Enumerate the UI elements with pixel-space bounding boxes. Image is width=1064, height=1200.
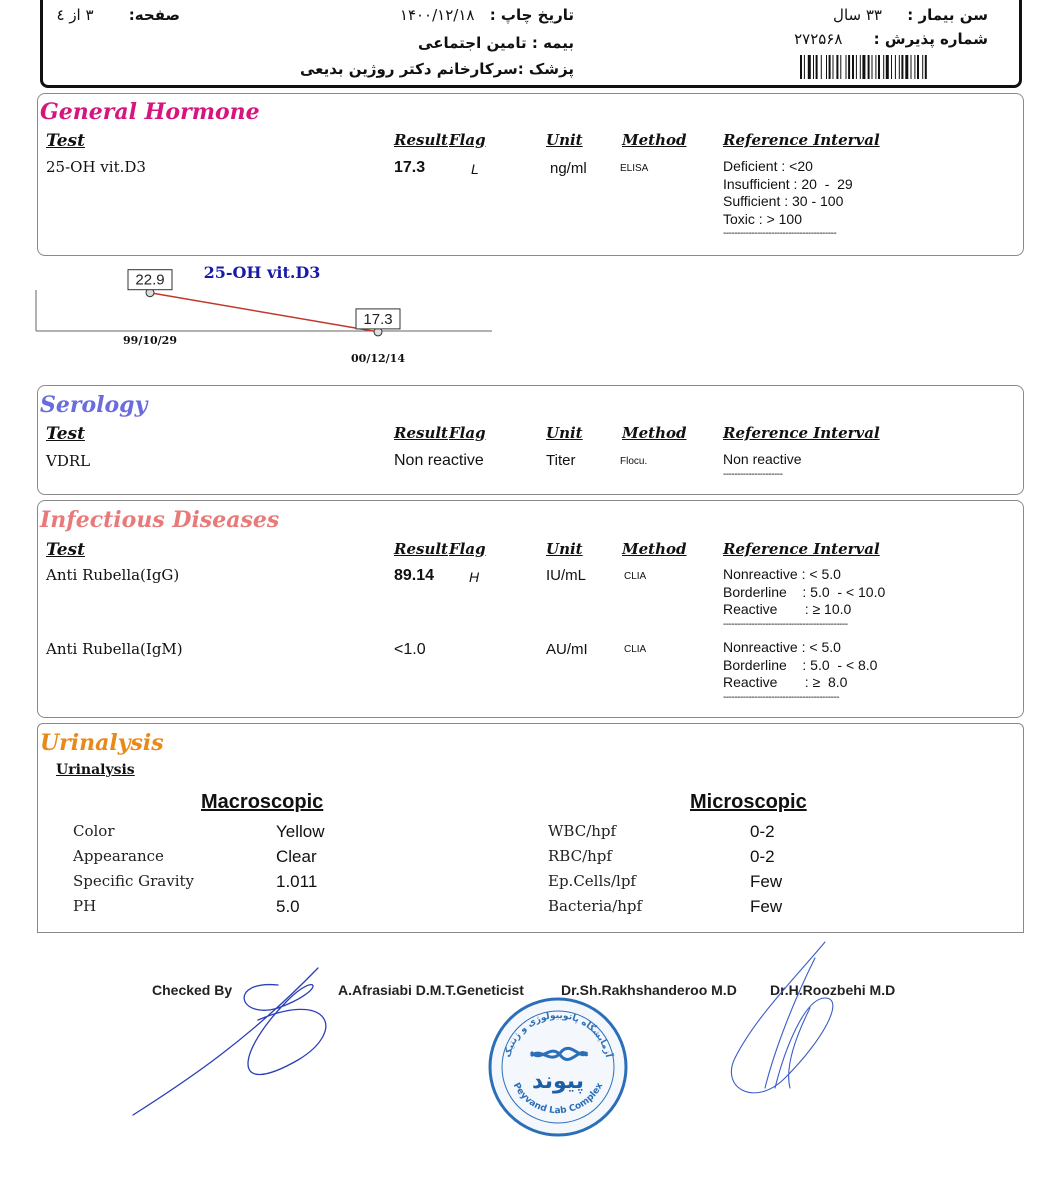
micro-value: 0-2 (750, 847, 775, 866)
admission-number: شماره پذیرش : ۲۷۲۵۶۸ (794, 30, 988, 48)
macro-label: Appearance (73, 847, 164, 865)
test-result: <1.0 (394, 641, 426, 658)
column-unit: Unit (546, 424, 583, 442)
physician: پزشک :سرکارخانم دکتر روژین بدیعی (299, 60, 574, 78)
section-urinalysis (37, 723, 1024, 933)
reference-interval (723, 451, 802, 480)
barcode-bar (917, 55, 919, 79)
column-unit: Unit (546, 540, 583, 558)
macro-label: Color (73, 822, 115, 840)
insurance: بیمه : تامین اجتماعی (418, 34, 574, 52)
barcode-bar (813, 55, 814, 79)
barcode-bar (883, 55, 884, 79)
reference-interval (723, 639, 877, 703)
test-name: VDRL (46, 452, 91, 470)
stamp-ring-text-fa: آزمایشگاه پاتوبیولوژی و ژنتیک (502, 1010, 613, 1059)
microscopic-heading: Microscopic (690, 791, 807, 813)
x-tick-label: 99/10/29 (123, 334, 177, 347)
barcode-bar (821, 55, 822, 79)
test-method: Flocu. (620, 456, 648, 467)
barcode-bar (808, 55, 811, 79)
column-method: Method (622, 540, 687, 558)
reference-line: Nonreactive : < 5.0 (723, 639, 841, 655)
barcode (800, 55, 980, 79)
x-tick-label: 00/12/14 (351, 352, 405, 365)
reference-line: Deficient : <20 (723, 158, 813, 174)
macro-value: 5.0 (276, 897, 300, 916)
barcode-bar (886, 55, 889, 79)
lab-stamp (487, 996, 629, 1138)
stamp-ring-text-en: Peyvand Lab Complex (510, 1081, 606, 1117)
chart-title: 25-OH vit.D3 (203, 263, 321, 282)
data-label (356, 309, 400, 329)
reference-interval (723, 566, 885, 630)
barcode-bar (848, 55, 850, 79)
lab-stamp-icon (487, 996, 629, 1138)
reference-line: Reactive : ≥ 10.0 (723, 601, 852, 617)
column-result: Result (394, 424, 448, 442)
micro-value: Few (750, 897, 783, 916)
section-title: Infectious Diseases (40, 507, 280, 533)
dash-separator: ---------------------------------------- (723, 228, 837, 239)
column-reference: Reference Interval (723, 540, 880, 558)
page-number: صفحه: ۳ از ٤ (56, 6, 180, 24)
macro-value: Clear (276, 847, 317, 866)
barcode-bar (895, 55, 896, 79)
column-test: Test (46, 131, 85, 151)
data-label-text: 17.3 (363, 310, 393, 328)
test-method: CLIA (624, 571, 647, 582)
print-date: تاریخ چاپ : ۱۴۰۰/۱۲/۱۸ (399, 6, 574, 24)
reference-line: Insufficient : 20 - 29 (723, 175, 853, 192)
section-title: Urinalysis (40, 730, 164, 756)
test-result: Non reactive (394, 452, 484, 469)
test-flag: L (471, 161, 479, 177)
barcode-bar (875, 55, 876, 79)
test-unit: AU/mI (546, 641, 588, 658)
section-title: Serology (40, 392, 148, 418)
column-reference: Reference Interval (723, 424, 880, 442)
macro-value: Yellow (276, 822, 325, 841)
barcode-bar (878, 55, 880, 79)
reference-line: Reactive : ≥ 8.0 (723, 674, 848, 690)
barcode-bar (860, 55, 861, 79)
dash-separator: -------------------------------------------- (723, 618, 848, 630)
test-flag: H (469, 569, 480, 585)
reference-interval (723, 158, 853, 239)
column-test: Test (46, 540, 85, 560)
barcode-bar (840, 55, 841, 79)
test-unit: Titer (546, 452, 576, 469)
test-result: 17.3 (394, 159, 426, 176)
test-unit: IU/mL (546, 567, 587, 584)
trend-chart (30, 258, 500, 370)
macro-label: PH (73, 897, 97, 915)
macro-label: Specific Gravity (73, 872, 194, 890)
micro-value: 0-2 (750, 822, 775, 841)
barcode-bar (862, 55, 865, 79)
column-method: Method (622, 424, 687, 442)
stamp-name: پیوند (531, 1069, 585, 1094)
barcode-bar (826, 55, 827, 79)
barcode-bar (901, 55, 903, 79)
column-flag: Flag (449, 424, 486, 442)
reference-line: Toxic : > 100 (723, 210, 802, 227)
barcode-bar (914, 55, 915, 79)
barcode-bar (872, 55, 873, 79)
macroscopic-heading: Macroscopic (201, 791, 324, 813)
column-test: Test (46, 424, 85, 444)
barcode-bar (800, 55, 802, 79)
column-unit: Unit (546, 131, 583, 149)
signature-scribble-icon (715, 938, 865, 1108)
barcode-bar (856, 55, 857, 79)
data-label (128, 270, 172, 290)
patient-age: سن بیمار : ۳۳ سال (833, 6, 988, 24)
urinalysis-subtitle: Urinalysis (56, 762, 135, 778)
barcode-bar (836, 55, 838, 79)
test-name: Anti Rubella(IgM) (46, 640, 183, 658)
dash-separator: --------------------- (723, 468, 783, 480)
signer-name: Dr.Sh.Rakhshanderoo M.D (561, 982, 737, 998)
test-method: CLIA (624, 644, 647, 655)
series-line (150, 293, 378, 332)
macro-value: 1.011 (276, 872, 318, 891)
barcode-bar (852, 55, 854, 79)
trend-chart-svg (30, 258, 500, 370)
barcode-bar (899, 55, 900, 79)
test-unit: ng/ml (550, 160, 587, 177)
micro-label: RBC/hpf (548, 847, 612, 865)
test-name: 25-OH vit.D3 (46, 158, 146, 176)
reference-line: Sufficient : 30 - 100 (723, 193, 844, 209)
test-name: Anti Rubella(IgG) (46, 566, 180, 584)
column-flag: Flag (449, 131, 486, 149)
barcode-bar (868, 55, 870, 79)
section-title: General Hormone (40, 99, 260, 125)
column-flag: Flag (449, 540, 486, 558)
signature-scribble-icon (128, 960, 338, 1120)
micro-label: Bacteria/hpf (548, 897, 643, 915)
column-result: Result (394, 131, 448, 149)
barcode-bar (911, 55, 912, 79)
reference-line: Borderline : 5.0 - < 8.0 (723, 656, 878, 673)
test-method: ELISA (620, 163, 649, 174)
column-reference: Reference Interval (723, 131, 880, 149)
barcode-bar (922, 55, 923, 79)
micro-value: Few (750, 872, 783, 891)
barcode-bar (891, 55, 892, 79)
reference-line: Borderline : 5.0 - < 10.0 (723, 583, 886, 600)
barcode-bar (829, 55, 831, 79)
checked-by-label: Checked By (152, 982, 233, 998)
micro-label: WBC/hpf (548, 822, 617, 840)
signer-name: Dr.H.Roozbehi M.D (770, 982, 896, 998)
barcode-bar (846, 55, 847, 79)
barcode-bar (804, 55, 805, 79)
signer-name: A.Afrasiabi D.M.T.Geneticist (338, 982, 524, 998)
reference-line: Nonreactive : < 5.0 (723, 566, 841, 582)
test-result: 89.14 (394, 567, 435, 584)
barcode-bar (905, 55, 908, 79)
column-method: Method (622, 131, 687, 149)
column-result: Result (394, 540, 448, 558)
barcode-bar (833, 55, 834, 79)
barcode-bar (925, 55, 927, 79)
dash-separator: ----------------------------------------- (723, 691, 840, 703)
reference-line: Non reactive (723, 451, 802, 467)
micro-label: Ep.Cells/lpf (548, 872, 636, 890)
data-label-text: 22.9 (135, 271, 165, 289)
barcode-bar (816, 55, 818, 79)
